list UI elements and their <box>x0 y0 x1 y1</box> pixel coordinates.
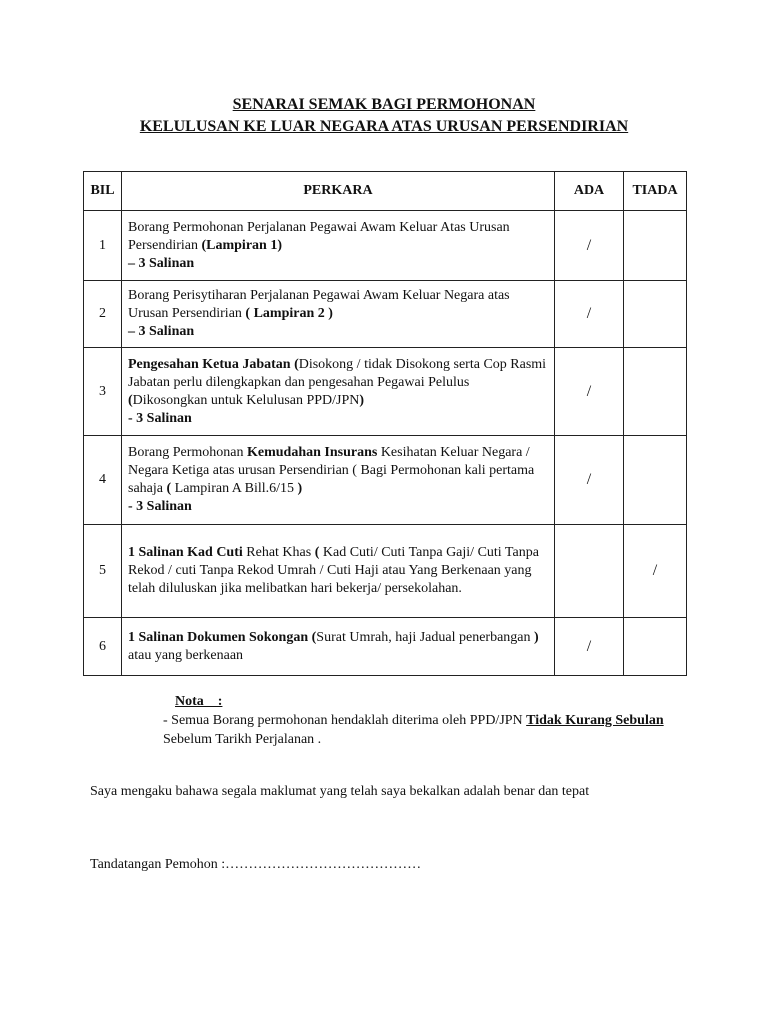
nota-label: Nota : <box>175 694 223 709</box>
description-bold-text: ) <box>359 392 365 408</box>
description-bold-text: 1 Salinan Dokumen Sokongan ( <box>128 629 317 645</box>
checklist-table <box>83 171 687 676</box>
nota-text <box>163 711 683 749</box>
description-bold-text: 1 Salinan Kad Cuti <box>128 545 243 560</box>
description-bold-text: - 3 Salinan <box>128 410 192 426</box>
ada-mark <box>555 525 624 618</box>
row-description <box>122 618 555 676</box>
header-ada: ADA <box>555 172 624 211</box>
description-bold-text: (Lampiran 1) <box>201 237 282 253</box>
table-row <box>84 281 687 348</box>
tiada-mark <box>624 211 687 281</box>
ada-mark: / <box>555 436 624 525</box>
nota-text-after: Sebelum Tarikh Perjalanan . <box>163 732 322 747</box>
description-bold-text: ( <box>314 545 320 560</box>
table-row <box>84 211 687 281</box>
description-bold-text: – 3 Salinan <box>128 255 195 271</box>
description-text: Dikosongkan untuk Kelulusan PPD/JPN <box>132 392 360 408</box>
description-bold-text: Kemudahan Insurans <box>246 445 378 460</box>
tiada-mark <box>624 281 687 348</box>
description-text: Rehat Khas <box>242 545 315 560</box>
ada-mark: / <box>555 281 624 348</box>
description-text: Borang Perisytiharan Perjalanan Pegawai Awam Keluar Negara atas Urusan Persendirian <box>128 288 510 321</box>
description-text: Kad Cuti/ Cuti Tanpa Gaji/ Cuti Tanpa Rekod / cuti Tanpa Rekod Umrah / Cuti Haji atau Yang Berkenaan yang telah diluluskan jika melibatkan hari bekerja/ persekolahan. <box>128 545 539 596</box>
ada-mark: / <box>555 618 624 676</box>
row-number: 2 <box>84 281 122 348</box>
row-description <box>122 211 555 281</box>
description-bold-text: ( <box>166 481 172 496</box>
tiada-mark <box>624 618 687 676</box>
nota-section <box>163 692 683 749</box>
description-bold-text: ) <box>534 629 539 645</box>
table-row <box>84 348 687 436</box>
row-number: 6 <box>84 618 122 676</box>
description-bold-text: ) <box>297 481 303 496</box>
description-text: atau yang berkenaan <box>128 647 244 663</box>
header-tiada: TIADA <box>624 172 687 211</box>
description-bold-text: – 3 Salinan <box>128 324 195 339</box>
tiada-mark <box>624 348 687 436</box>
document-title <box>0 94 768 138</box>
row-description <box>122 281 555 348</box>
description-text: Disokong / tidak Disokong serta Cop Rasmi Jabatan perlu dilengkapkan dan pengesahan Pegawai Pelulus <box>128 356 547 390</box>
declaration-text: Saya mengaku bahawa segala maklumat yang telah saya bekalkan adalah benar dan tepat <box>90 784 590 799</box>
nota-text-before: - Semua Borang permohonan hendaklah diterima oleh PPD/JPN <box>163 713 527 728</box>
description-text: Borang Permohonan Perjalanan Pegawai Awam Keluar Atas Urusan Persendirian <box>128 219 510 253</box>
description-bold-text: ( Lampiran 2 ) <box>245 306 333 321</box>
row-description <box>122 436 555 525</box>
ada-mark: / <box>555 348 624 436</box>
table-row <box>84 525 687 618</box>
row-number: 1 <box>84 211 122 281</box>
description-text: Surat Umrah, haji Jadual penerbangan <box>316 629 535 645</box>
row-number: 5 <box>84 525 122 618</box>
description-bold-text: Pengesahan Ketua Jabatan ( <box>128 356 299 372</box>
nota-emphasis: Tidak Kurang Sebulan <box>526 713 664 728</box>
title-line-2: KELULUSAN KE LUAR NEGARA ATAS URUSAN PERSENDIRIAN <box>139 118 629 135</box>
row-description <box>122 348 555 436</box>
signature-line: Tandatangan Pemohon :…………………………………… <box>90 857 422 872</box>
description-text: Kesihatan Keluar Negara / Negara Ketiga atas urusan Persendirian ( Bagi Permohonan kali pertama sahaja <box>128 445 535 496</box>
table-body <box>84 211 687 676</box>
title-line-1: SENARAI SEMAK BAGI PERMOHONAN <box>232 96 536 113</box>
tiada-mark: / <box>624 525 687 618</box>
ada-mark: / <box>555 211 624 281</box>
header-perkara: PERKARA <box>122 172 555 211</box>
row-number: 4 <box>84 436 122 525</box>
row-description <box>122 525 555 618</box>
description-text: Borang Permohonan <box>128 445 247 460</box>
description-bold-text: ( <box>128 392 133 408</box>
table-row <box>84 436 687 525</box>
table-header-row <box>84 172 687 211</box>
tiada-mark <box>624 436 687 525</box>
description-bold-text: - 3 Salinan <box>128 499 192 514</box>
table-row <box>84 618 687 676</box>
row-number: 3 <box>84 348 122 436</box>
description-text: Lampiran A Bill.6/15 <box>171 481 298 496</box>
header-bil: BIL <box>84 172 122 211</box>
